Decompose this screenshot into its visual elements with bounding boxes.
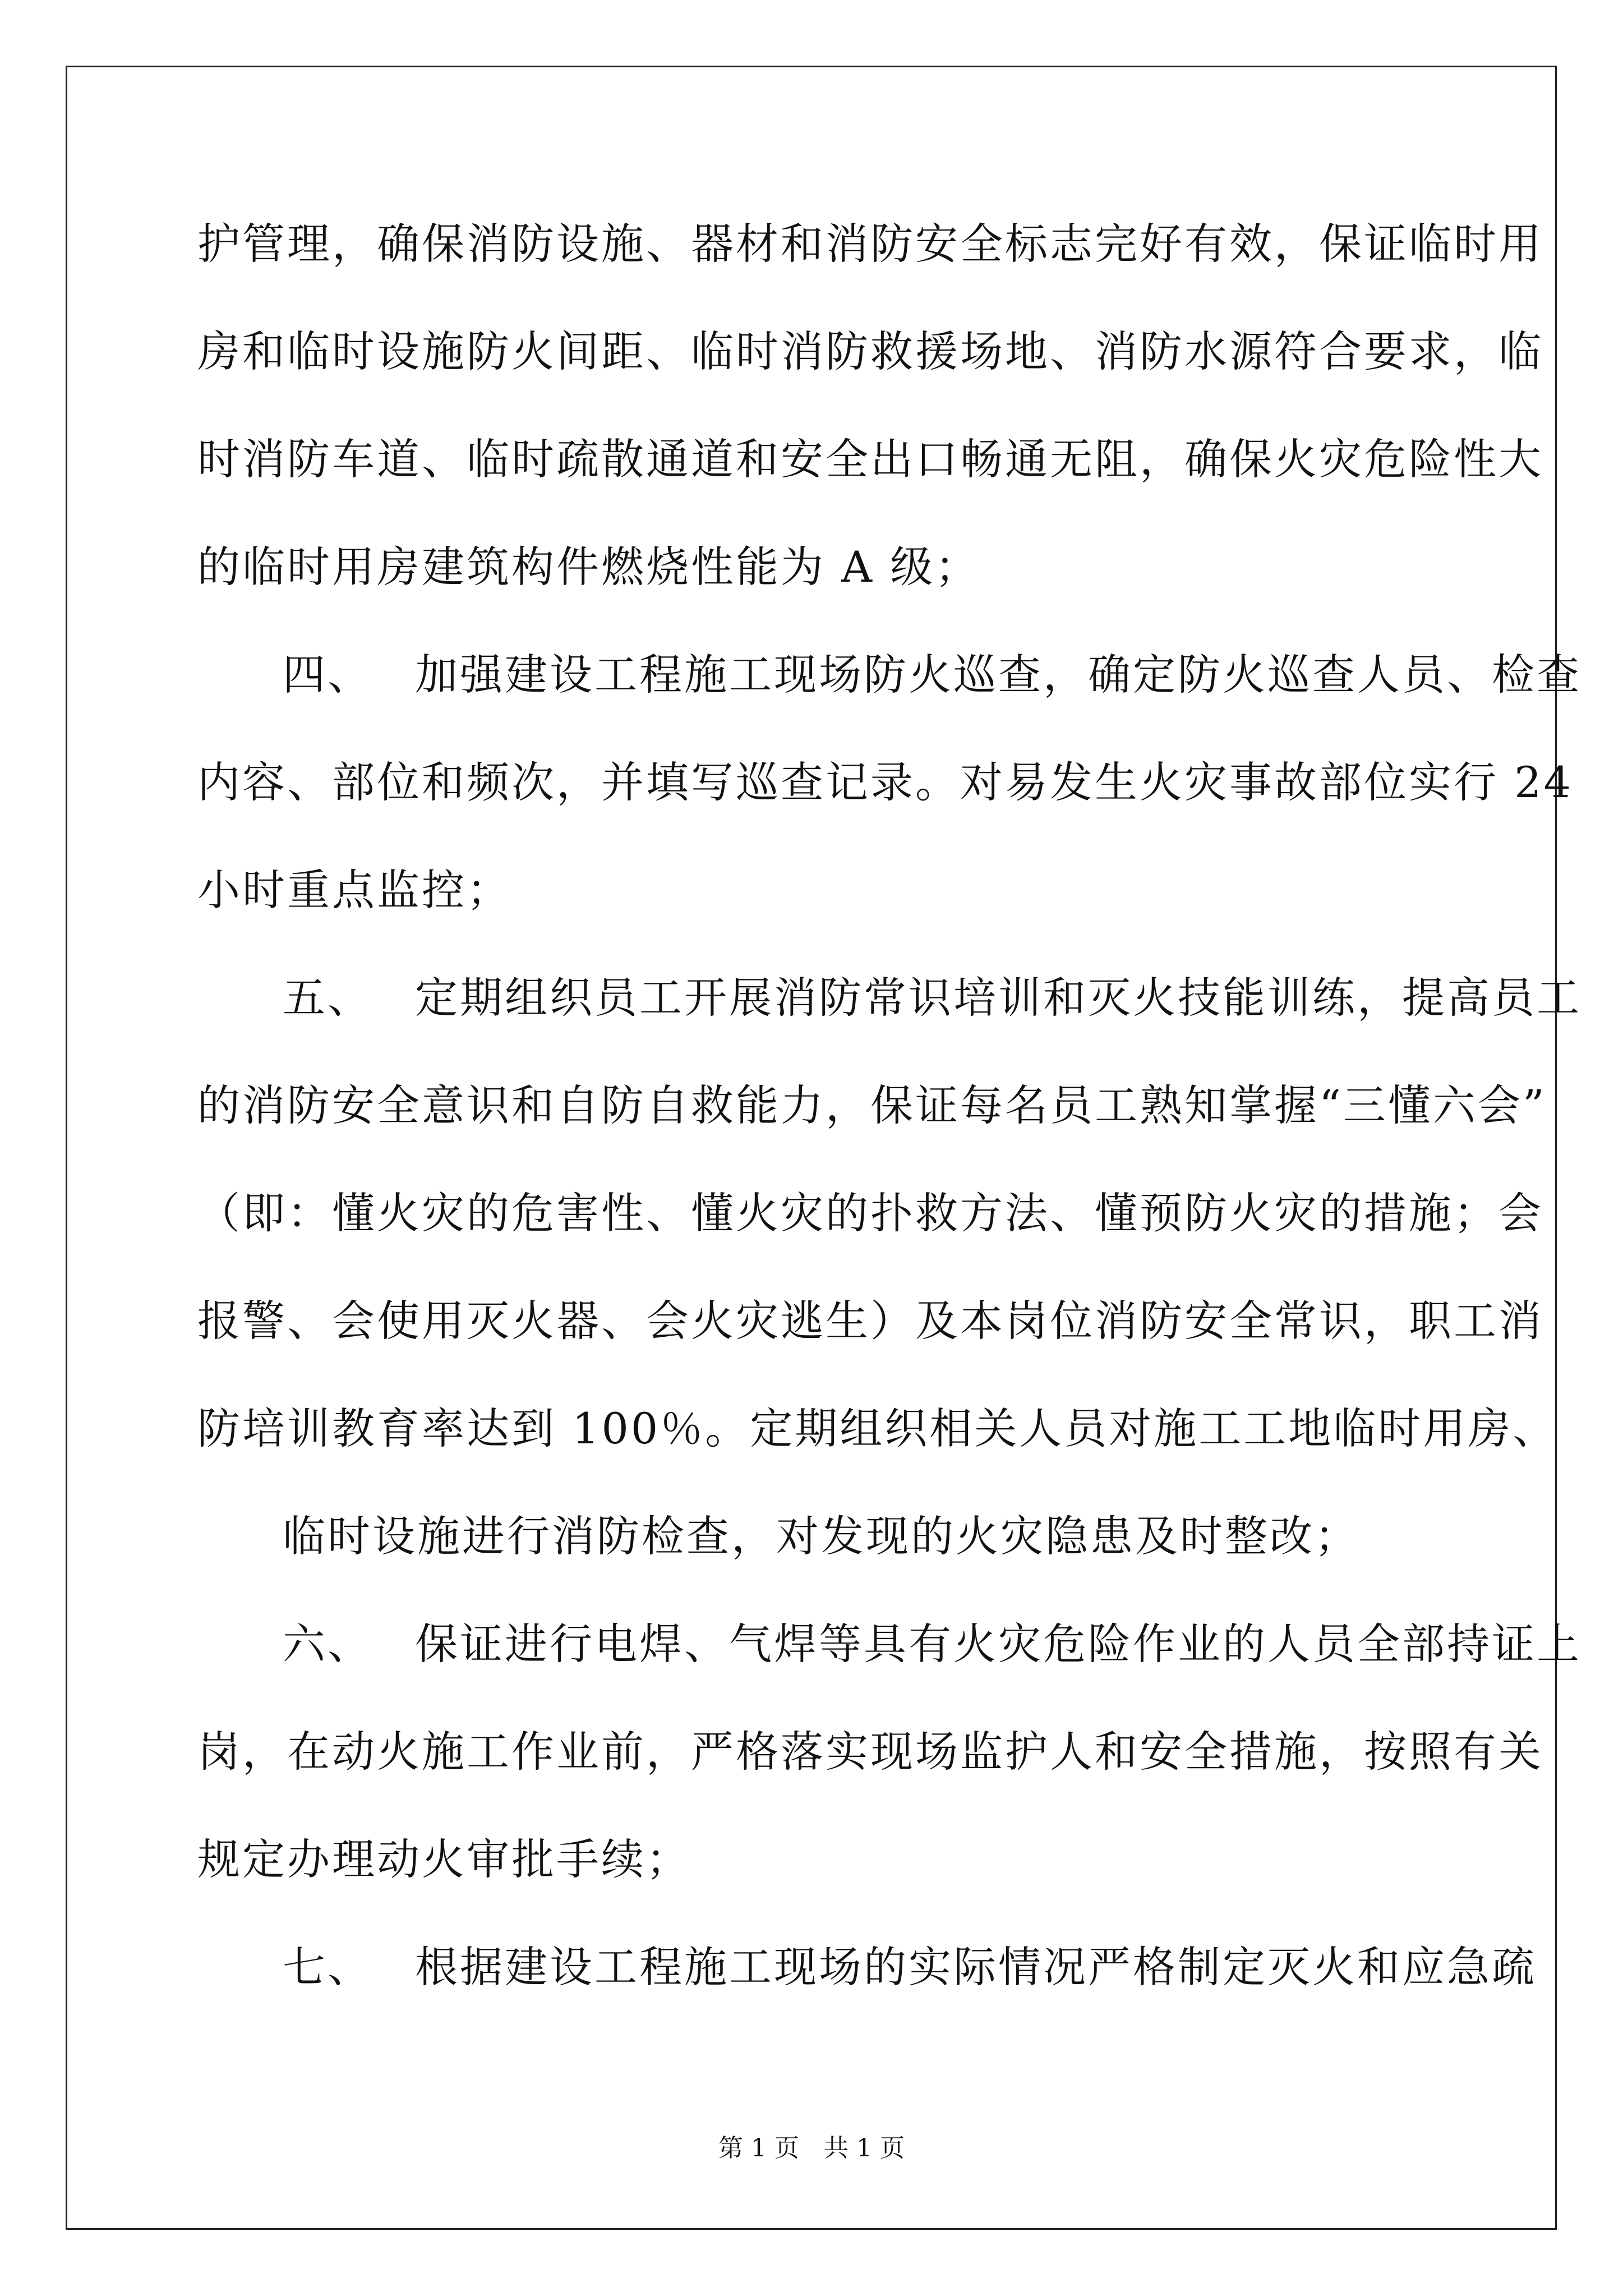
text-line: 规定办理动火审批手续；	[197, 1834, 691, 1884]
page-number: 第 1 页 共 1 页	[718, 2134, 905, 2162]
text-line: 岗，在动火施工作业前，严格落实现场监护人和安全措施，按照有关	[197, 1727, 1543, 1777]
text-line: 时消防车道、临时疏散通道和安全出口畅通无阻，确保火灾危险性大	[197, 434, 1543, 484]
section-text: 定期组织员工开展消防常识培训和灭火技能训练，提高员工	[415, 973, 1581, 1023]
text-line: 护管理，确保消防设施、器材和消防安全标志完好有效，保证临时用	[197, 219, 1543, 269]
section-text: 加强建设工程施工现场防火巡查，确定防火巡查人员、检查	[415, 650, 1581, 700]
document-body	[197, 210, 1581, 2041]
section-heading-line	[197, 641, 1581, 749]
section-marker: 四、	[283, 650, 372, 700]
text-line: 小时重点监控；	[197, 865, 511, 915]
text-line: 防培训教育率达到 100％。定期组织相关人员对施工工地临时用房、	[197, 1404, 1558, 1453]
section-text: 根据建设工程施工现场的实际情况严格制定灭火和应急疏	[415, 1942, 1537, 1992]
text-line: 的临时用房建筑构件燃烧性能为 A 级；	[197, 542, 980, 592]
section-marker: 五、	[283, 973, 372, 1023]
section-text: 保证进行电焊、气焊等具有火灾危险作业的人员全部持证上	[415, 1619, 1581, 1669]
section-marker: 七、	[283, 1942, 372, 1992]
section-heading-line	[197, 1611, 1581, 1718]
section-heading-line	[197, 964, 1581, 1072]
section-heading-line	[197, 1934, 1537, 2041]
section-marker: 六、	[283, 1619, 372, 1669]
text-line: 的消防安全意识和自防自救能力，保证每名员工熟知掌握“三懂六会”	[197, 1080, 1547, 1130]
text-line: 临时设施进行消防检查，对发现的火灾隐患及时整改；	[283, 1511, 1359, 1561]
text-line: 报警、会使用灭火器、会火灾逃生）及本岗位消防安全常识，职工消	[197, 1296, 1543, 1346]
text-line: （即：懂火灾的危害性、懂火灾的扑救方法、懂预防火灾的措施；会	[197, 1188, 1543, 1238]
text-line: 内容、部位和频次，并填写巡查记录。对易发生火灾事故部位实行 24	[197, 757, 1573, 807]
text-line: 房和临时设施防火间距、临时消防救援场地、消防水源符合要求，临	[197, 326, 1543, 376]
